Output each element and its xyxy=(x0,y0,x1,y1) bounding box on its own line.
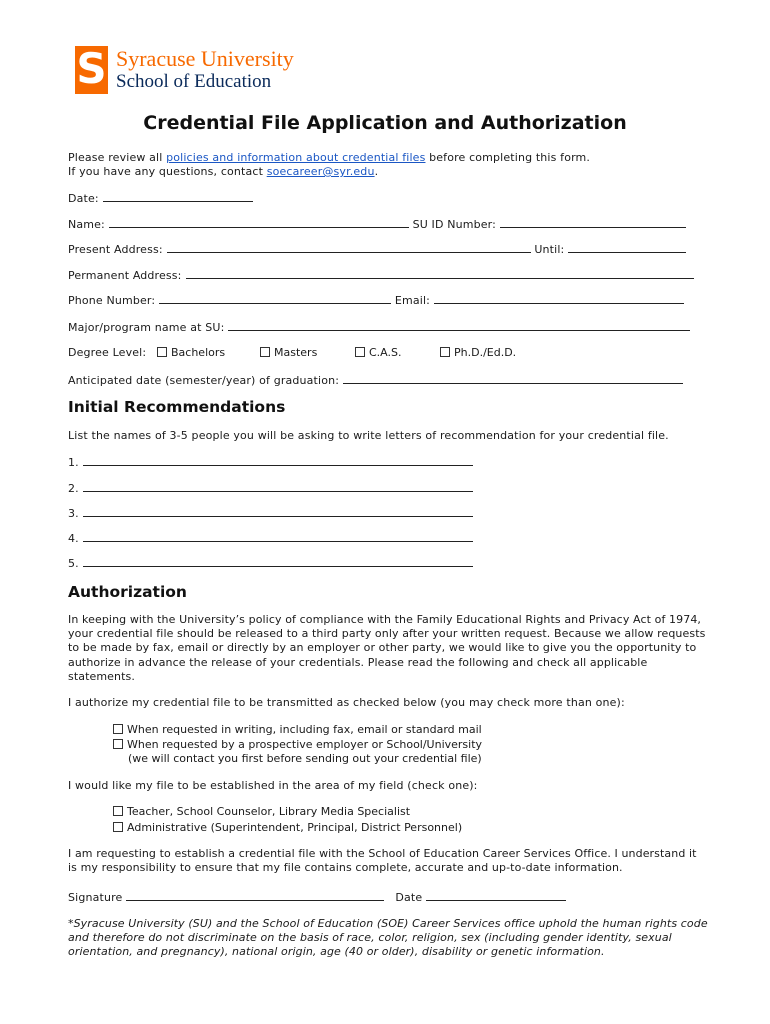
recommendation-field[interactable] xyxy=(83,506,473,517)
field-option-administrative[interactable]: Administrative (Superintendent, Principal, District Personnel) xyxy=(113,821,462,834)
phone-email-row xyxy=(68,293,684,307)
recommendation-field[interactable] xyxy=(83,531,473,542)
transmit-note: (we will contact you first before sending out your credential file) xyxy=(128,752,482,765)
recommendation-row: 1. xyxy=(68,455,473,469)
su-id-label: SU ID Number: xyxy=(412,218,496,231)
recommendations-heading: Initial Recommendations xyxy=(68,398,286,416)
page-title: Credential File Application and Authorization xyxy=(143,112,627,134)
logo-school-name: School of Education xyxy=(116,71,272,92)
transmit-option-employer[interactable]: When requested by a prospective employer or School/University xyxy=(113,738,482,751)
degree-option-bachelors[interactable]: Bachelors xyxy=(157,346,225,359)
logo-university-name: Syracuse University xyxy=(116,46,294,71)
intro-contact-line: If you have any questions, contact soecareer@syr.edu. xyxy=(68,165,379,178)
recommendation-row: 4. xyxy=(68,531,473,545)
major-field[interactable] xyxy=(228,320,690,331)
checkbox-icon[interactable] xyxy=(113,806,123,816)
graduation-row xyxy=(68,373,683,387)
email-field[interactable] xyxy=(434,293,684,304)
field-prompt: I would like my file to be established in the area of my field (check one): xyxy=(68,779,478,792)
present-address-row xyxy=(68,242,686,256)
present-address-field[interactable] xyxy=(167,242,531,253)
signature-date-field[interactable] xyxy=(426,890,566,901)
recommendation-row: 5. xyxy=(68,556,473,570)
transmit-prompt: I authorize my credential file to be transmitted as checked below (you may check more than one): xyxy=(68,696,625,709)
recommendation-row: 2. xyxy=(68,481,473,495)
su-id-field[interactable] xyxy=(500,217,686,228)
university-logo xyxy=(75,46,294,94)
degree-level-label: Degree Level: xyxy=(68,346,147,359)
checkbox-icon[interactable] xyxy=(113,724,123,734)
signature-field[interactable] xyxy=(126,890,384,901)
checkbox-icon[interactable] xyxy=(157,347,167,357)
recommendation-field[interactable] xyxy=(83,455,473,466)
name-row xyxy=(68,217,686,231)
field-option-teacher[interactable]: Teacher, School Counselor, Library Media Specialist xyxy=(113,805,410,818)
date-row xyxy=(68,191,253,205)
checkbox-icon[interactable] xyxy=(113,822,123,832)
intro-review-line: Please review all policies and information about credential files before completing this form. xyxy=(68,151,591,164)
date-label: Date: xyxy=(68,192,99,205)
signature-label: Signature xyxy=(68,891,123,904)
permanent-address-row xyxy=(68,268,694,282)
name-label: Name: xyxy=(68,218,105,231)
degree-option-cas[interactable]: C.A.S. xyxy=(355,346,401,359)
recommendation-field[interactable] xyxy=(83,481,473,492)
email-link[interactable]: soecareer@syr.edu xyxy=(266,165,375,178)
block-s-icon: S xyxy=(76,44,107,93)
recommendations-instructions: List the names of 3-5 people you will be asking to write letters of recommendation for your credential file. xyxy=(68,429,669,442)
checkbox-icon[interactable] xyxy=(113,739,123,749)
checkbox-icon[interactable] xyxy=(440,347,450,357)
email-label: Email: xyxy=(394,294,431,307)
graduation-label: Anticipated date (semester/year) of graduation: xyxy=(68,374,340,387)
recommendation-field[interactable] xyxy=(83,556,473,567)
present-address-label: Present Address: xyxy=(68,243,163,256)
transmit-option-writing[interactable]: When requested in writing, including fax, email or standard mail xyxy=(113,723,482,736)
graduation-field[interactable] xyxy=(343,373,683,384)
date-field[interactable] xyxy=(103,191,253,202)
request-statement: I am requesting to establish a credential file with the School of Education Career Services Office. I understand it is my responsibility to ensure that my file contains complete, accurate and up-to-date information. xyxy=(68,847,697,875)
until-field[interactable] xyxy=(568,242,686,253)
name-field[interactable] xyxy=(109,217,409,228)
checkbox-icon[interactable] xyxy=(260,347,270,357)
phone-field[interactable] xyxy=(159,293,391,304)
checkbox-icon[interactable] xyxy=(355,347,365,357)
permanent-address-field[interactable] xyxy=(186,268,694,279)
policies-link[interactable]: policies and information about credential files xyxy=(166,151,426,164)
permanent-address-label: Permanent Address: xyxy=(68,269,182,282)
nondiscrimination-footnote: *Syracuse University (SU) and the School of Education (SOE) Career Services office uphold the human rights code and therefore do not discriminate on the basis of race, color, religion, sex (including gender identity, sexual orientation, and pregnancy), national origin, age (40 or older), disability or genetic information. xyxy=(68,917,708,959)
authorization-heading: Authorization xyxy=(68,583,187,601)
signature-date-label: Date xyxy=(395,891,423,904)
until-label: Until: xyxy=(534,243,565,256)
degree-option-masters[interactable]: Masters xyxy=(260,346,317,359)
major-label: Major/program name at SU: xyxy=(68,321,225,334)
recommendation-row: 3. xyxy=(68,506,473,520)
signature-row xyxy=(68,890,566,904)
phone-label: Phone Number: xyxy=(68,294,156,307)
major-row xyxy=(68,320,690,334)
authorization-paragraph: In keeping with the University’s policy of compliance with the Family Educational Rights and Privacy Act of 1974, your credential file should be released to a third party only after your written request. Because we allow requests to be made by fax, email or directly by an employer or other party, we would like to give you the opportunity to authorize in advance the release of your credentials. Please read the following and check all applicable statements. xyxy=(68,613,706,683)
degree-option-phd[interactable]: Ph.D./Ed.D. xyxy=(440,346,516,359)
